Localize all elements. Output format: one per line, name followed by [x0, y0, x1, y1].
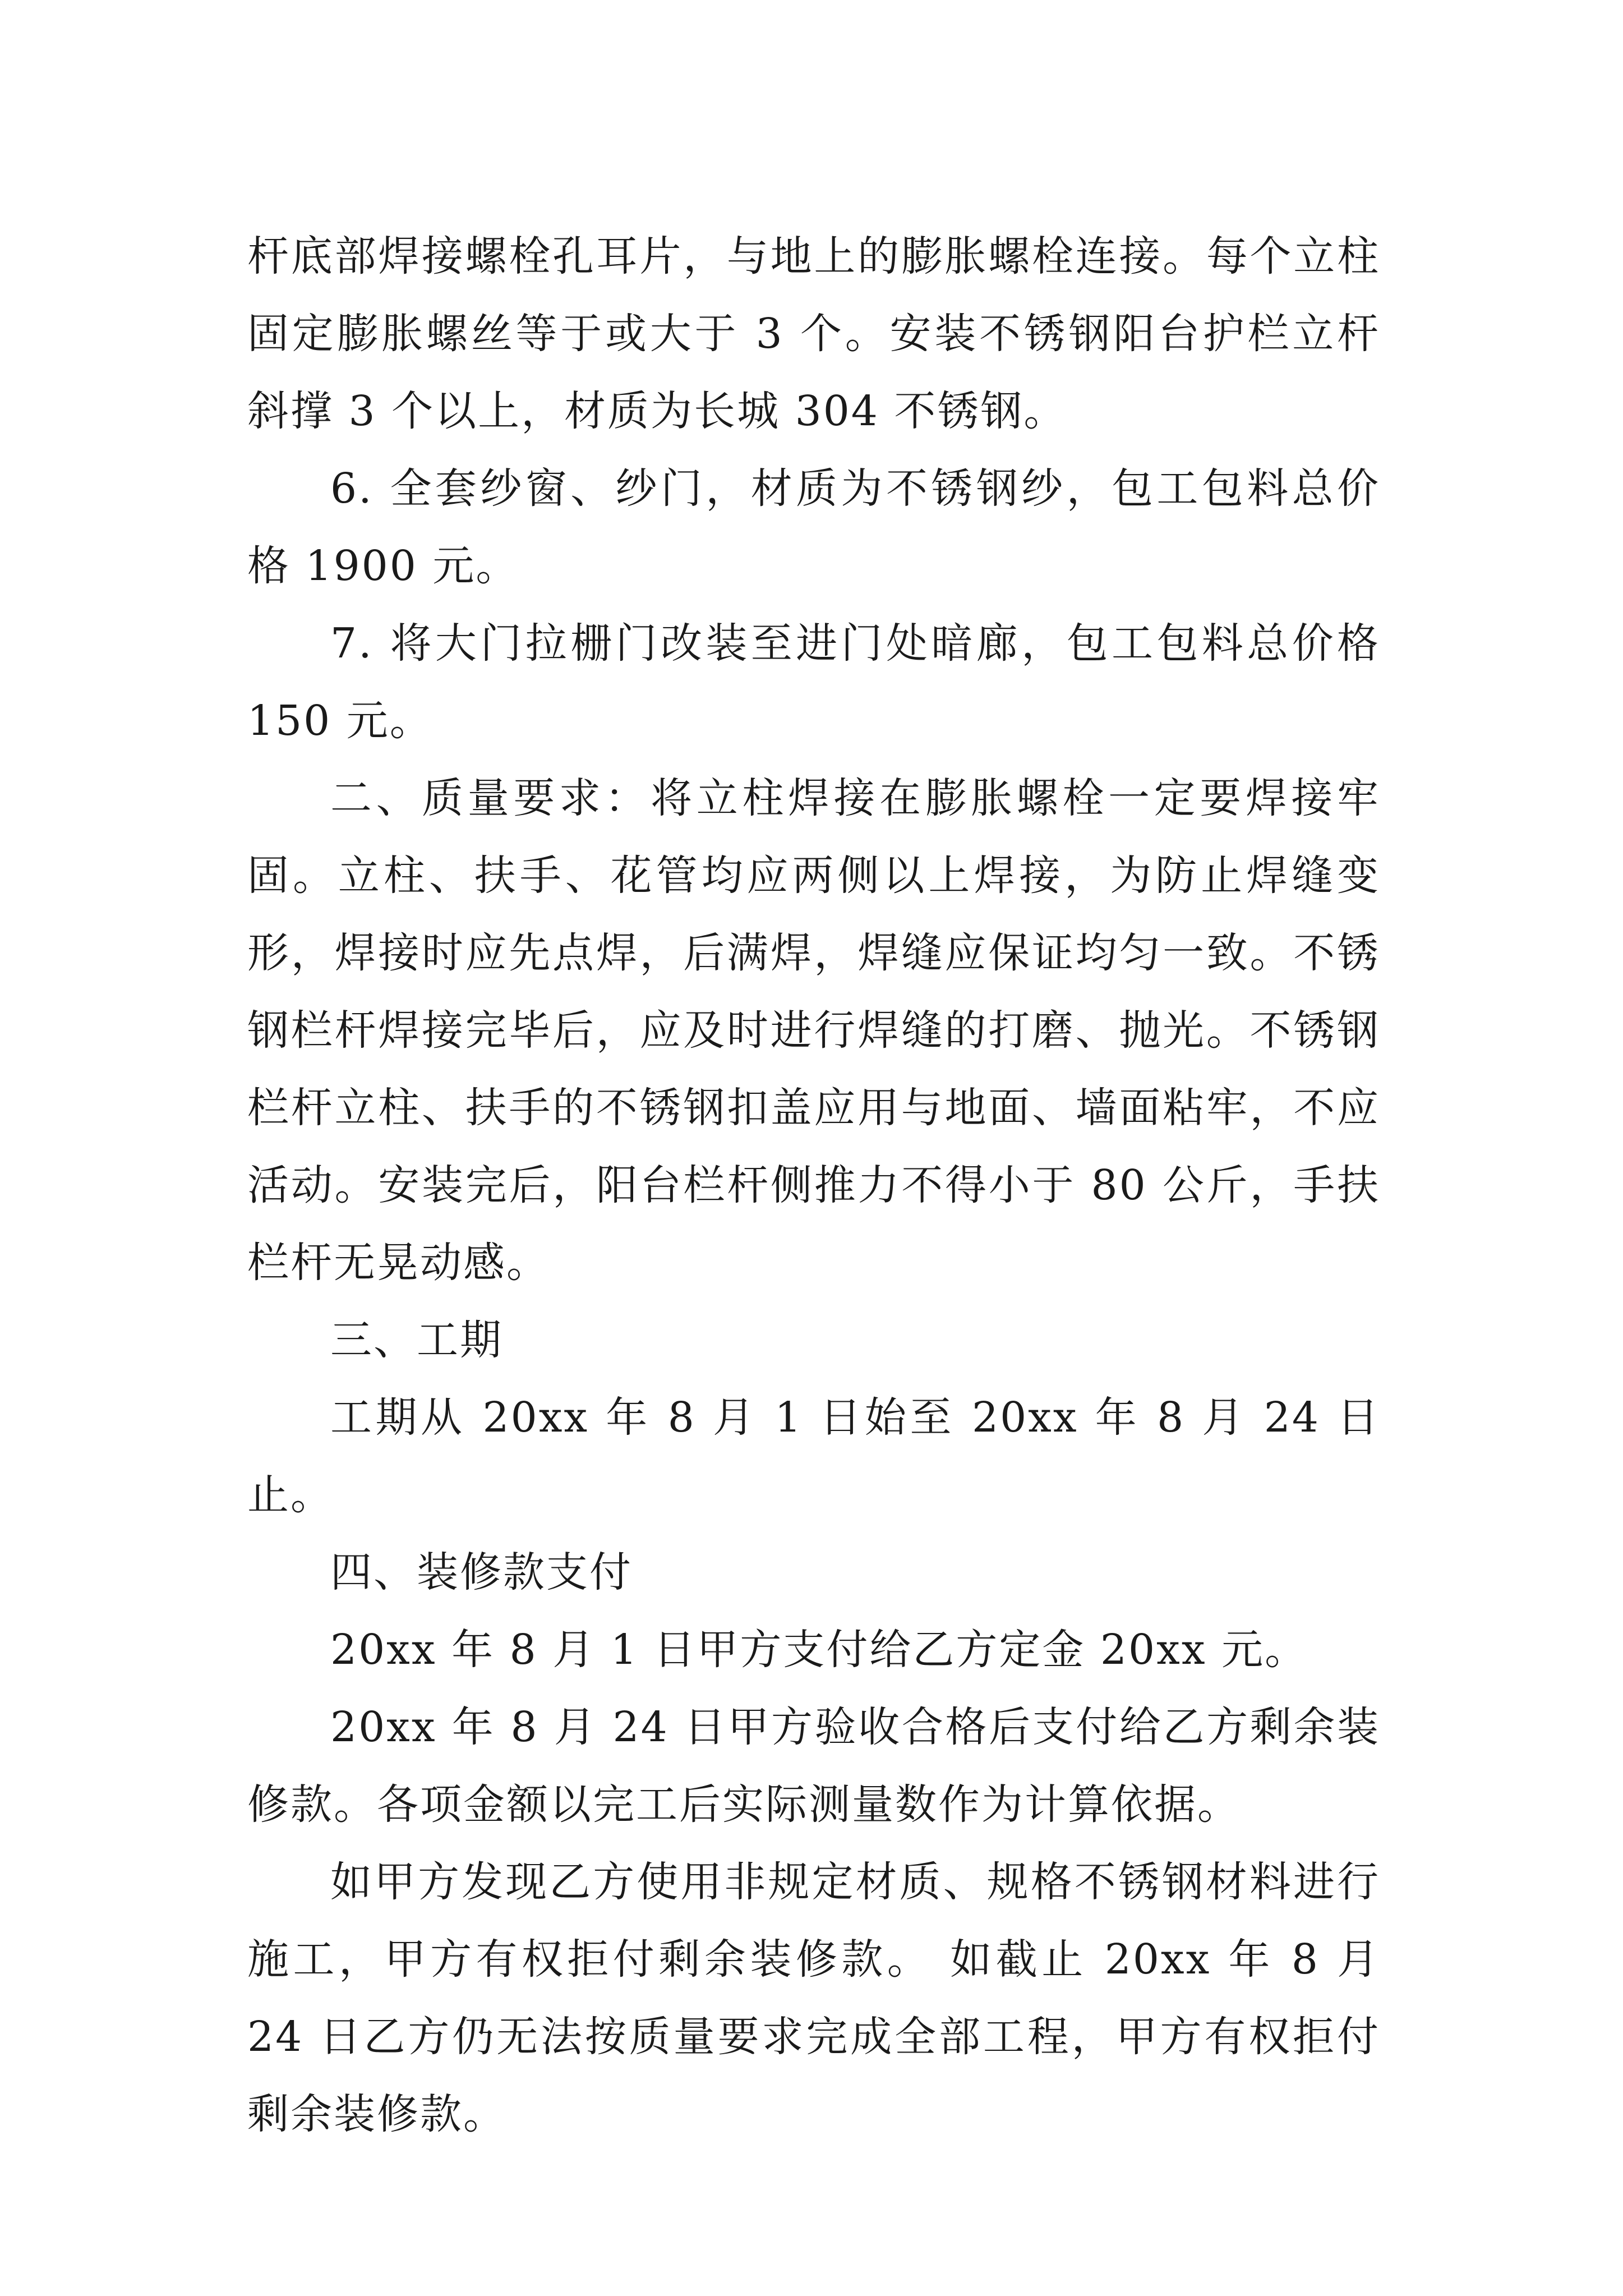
paragraph-schedule: 工期从 20xx 年 8 月 1 日始至 20xx 年 8 月 24 日止。: [247, 1393, 1380, 1519]
paragraph-item-6-screens: 6. 全套纱窗、纱门，材质为不锈钢纱，包工包料总价格 1900 元。: [247, 464, 1380, 590]
paragraph-quality-requirements: 二、质量要求：将立柱焊接在膨胀螺栓一定要焊接牢固。立柱、扶手、花管均应两侧以上焊接，为防止焊缝变形，焊接时应先点焊，后满焊，焊缝应保证均匀一致。不锈钢栏杆焊接完毕后，应及时进行焊缝的打磨、抛光。不锈钢栏杆立柱、扶手的不锈钢扣盖应用与地面、墙面粘牢，不应活动。安装完后，阳台栏杆侧推力不得小于 80 公斤，手扶栏杆无晃动感。: [247, 774, 1380, 1287]
paragraph-bolt-installation: 杆底部焊接螺栓孔耳片，与地上的膨胀螺栓连接。每个立柱固定膨胀螺丝等于或大于 3 个。安装不锈钢阳台护栏立杆斜撑 3 个以上，材质为长城 304 不锈钢。: [247, 232, 1380, 435]
heading-schedule: 三、工期: [330, 1316, 503, 1364]
heading-payment: 四、装修款支付: [330, 1548, 633, 1596]
paragraph-refusal-terms: 如甲方发现乙方使用非规定材质、规格不锈钢材料进行施工，甲方有权拒付剩余装修款。 如截止 20xx 年 8 月 24 日乙方仍无法按质量要求完成全部工程，甲方有权拒付剩余装修款。: [247, 1858, 1380, 2138]
document-body: [247, 218, 1380, 2153]
paragraph-item-7-gate: 7. 将大门拉栅门改装至进门处暗廊，包工包料总价格 150 元。: [247, 619, 1380, 745]
paragraph-deposit: 20xx 年 8 月 1 日甲方支付给乙方定金 20xx 元。: [330, 1626, 1308, 1674]
paragraph-final-payment: 20xx 年 8 月 24 日甲方验收合格后支付给乙方剩余装修款。各项金额以完工后实际测量数作为计算依据。: [247, 1703, 1380, 1829]
